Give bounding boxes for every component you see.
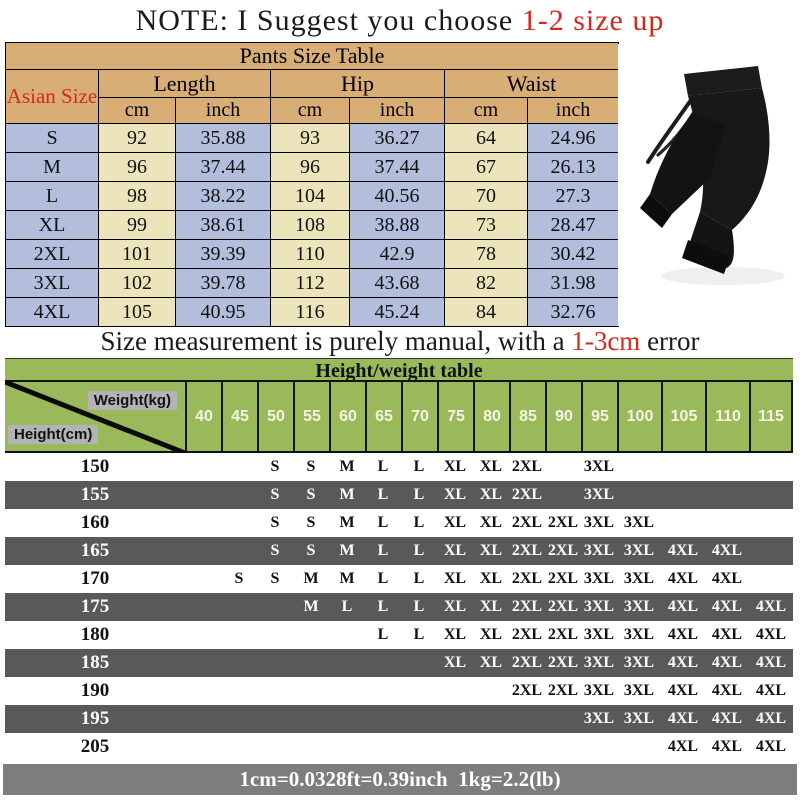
size-recommendation-cell: 4XL [755,654,787,671]
size-recommendation-cell [661,453,705,481]
size-recommendation-cell [293,649,329,677]
corner-cell [5,382,185,451]
size-recommendation-cell: 2XL [511,626,543,643]
size-recommendation-cell [749,537,793,565]
weight-column-header: 45 [221,382,257,451]
size-recommendation-cell: 2XL [547,514,579,531]
size-recommendation-cell [365,705,401,733]
size-recommendation-cell: L [413,486,425,503]
measurement-cell: 39.39 [176,240,271,269]
height-row [5,509,793,537]
size-recommendation-cell: 3XL [583,626,615,643]
measurement-cell: 101 [99,240,176,269]
asian-size-header: Asian Size [6,70,99,124]
size-recommendation-cell [509,733,545,761]
measurement-cell: 43.68 [350,269,445,298]
size-recommendation-cell [473,705,509,733]
size-recommendation-cell: 3XL [623,570,655,587]
size-recommendation-cell [365,733,401,761]
measurement-cell: 38.88 [350,211,445,240]
size-recommendation-cell: 2XL [547,654,579,671]
size-recommendation-cell [185,453,221,481]
size-recommendation-cell [221,649,257,677]
size-recommendation-cell [257,733,293,761]
size-recommendation-cell [257,677,293,705]
measurement-cell: 37.44 [176,153,271,182]
height-value: 205 [80,736,110,757]
size-recommendation-cell: S [234,570,244,587]
measurement-cell: 110 [271,240,350,269]
size-recommendation-cell [185,677,221,705]
weight-column-header: 110 [705,382,749,451]
measurement-cell: 73 [445,211,528,240]
size-recommendation-cell: 4XL [755,626,787,643]
weight-column-header: 70 [401,382,437,451]
weight-column-header: 50 [257,382,293,451]
measurement-cell: 39.78 [176,269,271,298]
size-recommendation-cell [221,677,257,705]
height-weight-body [5,453,793,761]
size-recommendation-cell: L [341,598,353,615]
measurement-cell: 93 [271,124,350,153]
size-recommendation-cell: XL [479,626,503,643]
size-recommendation-cell: 4XL [711,710,743,727]
size-recommendation-cell: M [303,598,319,615]
size-recommendation-cell: 4XL [667,570,699,587]
weight-column-header: 105 [661,382,705,451]
size-recommendation-cell: 4XL [755,710,787,727]
height-value: 155 [80,484,110,505]
size-recommendation-cell: XL [443,542,467,559]
height-row [5,565,793,593]
measurement-cell: 27.3 [528,182,619,211]
height-row [5,649,793,677]
measurement-cell: 28.47 [528,211,619,240]
size-recommendation-cell [329,621,365,649]
size-cell: 2XL [6,240,99,269]
size-recommendation-cell: 3XL [583,598,615,615]
unit-header: cm [445,98,528,124]
measurement-cell: 78 [445,240,528,269]
size-recommendation-cell: 3XL [623,598,655,615]
size-recommendation-cell [185,565,221,593]
size-recommendation-cell: 4XL [711,682,743,699]
weight-column-header: 65 [365,382,401,451]
measurement-cell: 67 [445,153,528,182]
weight-column-header: 40 [185,382,221,451]
size-recommendation-cell: 3XL [583,486,615,503]
measurement-note-highlight: 1-3cm [571,326,641,356]
height-row [5,593,793,621]
height-value: 150 [80,456,110,477]
size-cell: 3XL [6,269,99,298]
size-recommendation-cell: 4XL [667,542,699,559]
size-recommendation-cell [437,705,473,733]
size-recommendation-cell: 3XL [583,682,615,699]
size-recommendation-cell [401,677,437,705]
weight-column-header: 95 [581,382,617,451]
size-recommendation-cell: 4XL [667,738,699,755]
size-recommendation-cell: XL [443,486,467,503]
height-weight-table [5,358,793,761]
size-recommendation-cell [581,733,617,761]
table-row [6,269,619,298]
size-recommendation-cell: L [413,542,425,559]
size-recommendation-cell: L [377,542,389,559]
size-recommendation-cell: S [306,542,316,559]
height-value: 180 [80,624,110,645]
size-recommendation-cell [545,453,581,481]
hip-header: Hip [271,70,445,98]
pants-table-title: Pants Size Table [6,43,619,70]
size-recommendation-cell: M [339,514,355,531]
size-recommendation-cell: 4XL [711,738,743,755]
size-recommendation-cell [257,649,293,677]
measurement-cell: 102 [99,269,176,298]
size-recommendation-cell: XL [443,654,467,671]
size-recommendation-cell [749,509,793,537]
size-recommendation-cell [185,509,221,537]
size-recommendation-cell [257,593,293,621]
height-row [5,537,793,565]
size-recommendation-cell: S [270,486,280,503]
size-recommendation-cell [185,733,221,761]
size-recommendation-cell: XL [479,654,503,671]
measurement-cell: 35.88 [176,124,271,153]
size-recommendation-cell: M [339,486,355,503]
size-cell: S [6,124,99,153]
measurement-cell: 40.56 [350,182,445,211]
size-recommendation-cell: 4XL [711,570,743,587]
measurement-cell: 99 [99,211,176,240]
size-recommendation-cell: M [339,542,355,559]
size-recommendation-cell: 3XL [583,458,615,475]
size-cell: 4XL [6,298,99,327]
size-recommendation-cell [705,509,749,537]
top-note [0,0,800,42]
size-recommendation-cell [617,733,661,761]
size-recommendation-cell: S [270,514,280,531]
unit-header: inch [528,98,619,124]
size-recommendation-cell: 3XL [583,542,615,559]
size-recommendation-cell [705,453,749,481]
size-recommendation-cell: L [413,458,425,475]
height-weight-title: Height/weight table [5,358,793,382]
size-recommendation-cell [257,705,293,733]
weight-header-row [5,382,793,453]
size-recommendation-cell [473,677,509,705]
pants-image [618,44,800,326]
size-recommendation-cell: 3XL [583,514,615,531]
size-recommendation-cell [401,649,437,677]
measurement-cell: 38.61 [176,211,271,240]
measurement-cell: 104 [271,182,350,211]
size-recommendation-cell: 4XL [711,626,743,643]
size-recommendation-cell [749,481,793,509]
size-recommendation-cell: 3XL [623,710,655,727]
size-recommendation-cell: L [377,626,389,643]
size-recommendation-cell: 2XL [511,570,543,587]
size-recommendation-cell [185,481,221,509]
size-recommendation-cell [293,733,329,761]
size-recommendation-cell: 3XL [623,542,655,559]
size-recommendation-cell: 2XL [547,598,579,615]
measurement-cell: 40.95 [176,298,271,327]
height-row [5,621,793,649]
size-recommendation-cell: 4XL [711,542,743,559]
measurement-cell: 26.13 [528,153,619,182]
size-recommendation-cell [661,509,705,537]
size-recommendation-cell [185,705,221,733]
measurement-note-suffix: error [640,326,700,356]
size-cell: L [6,182,99,211]
size-recommendation-cell: L [413,570,425,587]
size-recommendation-cell: 2XL [511,486,543,503]
measurement-cell: 96 [99,153,176,182]
size-recommendation-cell: XL [479,514,503,531]
measurement-note [0,325,800,358]
measurement-cell: 64 [445,124,528,153]
size-recommendation-cell: 3XL [583,710,615,727]
size-recommendation-cell: 4XL [711,654,743,671]
height-row [5,733,793,761]
size-recommendation-cell [221,481,257,509]
size-recommendation-cell [437,733,473,761]
measurement-cell: 105 [99,298,176,327]
measurement-cell: 45.24 [350,298,445,327]
size-recommendation-cell: 4XL [667,654,699,671]
size-recommendation-cell: S [270,542,280,559]
size-recommendation-cell: S [306,486,316,503]
height-value: 160 [80,512,110,533]
height-value: 190 [80,680,110,701]
size-recommendation-cell [257,621,293,649]
size-recommendation-cell [365,677,401,705]
size-recommendation-cell [221,509,257,537]
size-recommendation-cell [293,677,329,705]
size-recommendation-cell: M [339,458,355,475]
weight-column-header: 60 [329,382,365,451]
measurement-cell: 70 [445,182,528,211]
size-recommendation-cell [617,453,661,481]
size-recommendation-cell [437,677,473,705]
size-recommendation-cell [221,537,257,565]
size-recommendation-cell: L [377,458,389,475]
size-recommendation-cell [329,705,365,733]
measurement-cell: 84 [445,298,528,327]
measurement-cell: 92 [99,124,176,153]
size-recommendation-cell: 3XL [583,654,615,671]
size-recommendation-cell [473,733,509,761]
size-recommendation-cell: XL [443,458,467,475]
size-recommendation-cell: S [306,514,316,531]
height-value: 185 [80,652,110,673]
size-recommendation-cell: 3XL [623,626,655,643]
size-recommendation-cell [749,565,793,593]
size-recommendation-cell [545,705,581,733]
size-cell: M [6,153,99,182]
measurement-note-text: Size measurement is purely manual, with a [100,326,572,356]
weight-column-header: 85 [509,382,545,451]
measurement-cell: 36.27 [350,124,445,153]
height-value: 170 [80,568,110,589]
size-recommendation-cell [661,481,705,509]
size-recommendation-cell [545,481,581,509]
size-recommendation-cell: 2XL [511,542,543,559]
table-row [6,240,619,269]
size-recommendation-cell: L [413,598,425,615]
size-recommendation-cell: 4XL [667,626,699,643]
size-recommendation-cell [401,705,437,733]
size-recommendation-cell: XL [443,514,467,531]
size-recommendation-cell: 2XL [511,458,543,475]
size-recommendation-cell: 2XL [547,626,579,643]
size-recommendation-cell [185,537,221,565]
size-recommendation-cell: XL [443,598,467,615]
size-recommendation-cell [221,705,257,733]
length-header: Length [99,70,271,98]
height-row [5,453,793,481]
height-row [5,481,793,509]
unit-conversion-bar: 1cm=0.0328ft=0.39inch 1kg=2.2(lb) [3,764,797,795]
size-recommendation-cell: XL [479,570,503,587]
size-recommendation-cell [329,649,365,677]
weight-column-header: 90 [545,382,581,451]
size-recommendation-cell: 4XL [667,598,699,615]
size-recommendation-cell [329,677,365,705]
size-recommendation-cell: S [270,458,280,475]
top-note-highlight: 1-2 size up [521,4,665,37]
measurement-cell: 24.96 [528,124,619,153]
weight-column-header: 115 [749,382,793,451]
measurement-cell: 96 [271,153,350,182]
size-recommendation-cell: XL [479,458,503,475]
size-recommendation-cell: L [377,570,389,587]
size-recommendation-cell [221,593,257,621]
measurement-cell: 38.22 [176,182,271,211]
measurement-cell: 82 [445,269,528,298]
size-recommendation-cell: S [270,570,280,587]
weight-column-header: 100 [617,382,661,451]
size-recommendation-cell [329,733,365,761]
size-recommendation-cell: XL [443,570,467,587]
size-recommendation-cell: 4XL [667,710,699,727]
size-recommendation-cell: XL [479,598,503,615]
size-recommendation-cell: 2XL [511,514,543,531]
size-recommendation-cell: 2XL [511,682,543,699]
size-recommendation-cell: 4XL [711,598,743,615]
size-recommendation-cell [509,705,545,733]
size-recommendation-cell: L [377,514,389,531]
size-recommendation-cell: 2XL [547,542,579,559]
size-recommendation-cell: 4XL [667,682,699,699]
size-recommendation-cell [185,649,221,677]
weight-column-header: 75 [437,382,473,451]
table-row [6,153,619,182]
unit-header: cm [271,98,350,124]
size-recommendation-cell: S [306,458,316,475]
measurement-cell: 30.42 [528,240,619,269]
size-recommendation-cell: 2XL [511,598,543,615]
size-recommendation-cell: 2XL [511,654,543,671]
size-recommendation-cell: XL [479,486,503,503]
height-row [5,677,793,705]
height-axis-label: Height(cm) [8,425,98,444]
size-recommendation-cell [221,733,257,761]
size-recommendation-cell: XL [479,542,503,559]
table-row [6,298,619,327]
measurement-cell: 108 [271,211,350,240]
weight-column-header: 80 [473,382,509,451]
pants-size-table [5,42,619,327]
size-recommendation-cell: L [377,486,389,503]
waist-header: Waist [445,70,619,98]
size-recommendation-cell: 2XL [547,570,579,587]
weight-column-header: 55 [293,382,329,451]
size-recommendation-cell: L [413,626,425,643]
size-recommendation-cell [185,593,221,621]
size-cell: XL [6,211,99,240]
measurement-cell: 31.98 [528,269,619,298]
size-recommendation-cell [617,481,661,509]
size-recommendation-cell [221,621,257,649]
measurement-cell: 42.9 [350,240,445,269]
unit-header: cm [99,98,176,124]
size-recommendation-cell [749,453,793,481]
height-value: 175 [80,596,110,617]
product-photo [618,44,800,326]
size-recommendation-cell [401,733,437,761]
size-recommendation-cell: 4XL [755,598,787,615]
weight-axis-label: Weight(kg) [88,391,177,410]
size-recommendation-cell: L [377,598,389,615]
size-recommendation-cell [293,621,329,649]
size-recommendation-cell: M [303,570,319,587]
size-recommendation-cell: 3XL [623,514,655,531]
measurement-cell: 112 [271,269,350,298]
size-recommendation-cell: 4XL [755,682,787,699]
table-row [6,124,619,153]
size-recommendation-cell [365,649,401,677]
table-row [6,211,619,240]
size-recommendation-cell: 3XL [623,654,655,671]
table-row [6,182,619,211]
size-recommendation-cell: M [339,570,355,587]
size-recommendation-cell [221,453,257,481]
height-row [5,705,793,733]
size-recommendation-cell: 4XL [755,738,787,755]
unit-header: inch [350,98,445,124]
measurement-cell: 116 [271,298,350,327]
measurement-cell: 32.76 [528,298,619,327]
size-recommendation-cell [545,733,581,761]
size-recommendation-cell: 3XL [623,682,655,699]
size-recommendation-cell [185,621,221,649]
size-recommendation-cell [293,705,329,733]
top-note-text: NOTE: I Suggest you choose [135,4,522,37]
size-recommendation-cell: XL [443,626,467,643]
size-recommendation-cell [705,481,749,509]
size-recommendation-cell: 3XL [583,570,615,587]
size-recommendation-cell: L [413,514,425,531]
size-recommendation-cell: 2XL [547,682,579,699]
measurement-cell: 37.44 [350,153,445,182]
unit-header: inch [176,98,271,124]
height-value: 165 [80,540,110,561]
measurement-cell: 98 [99,182,176,211]
height-value: 195 [80,708,110,729]
